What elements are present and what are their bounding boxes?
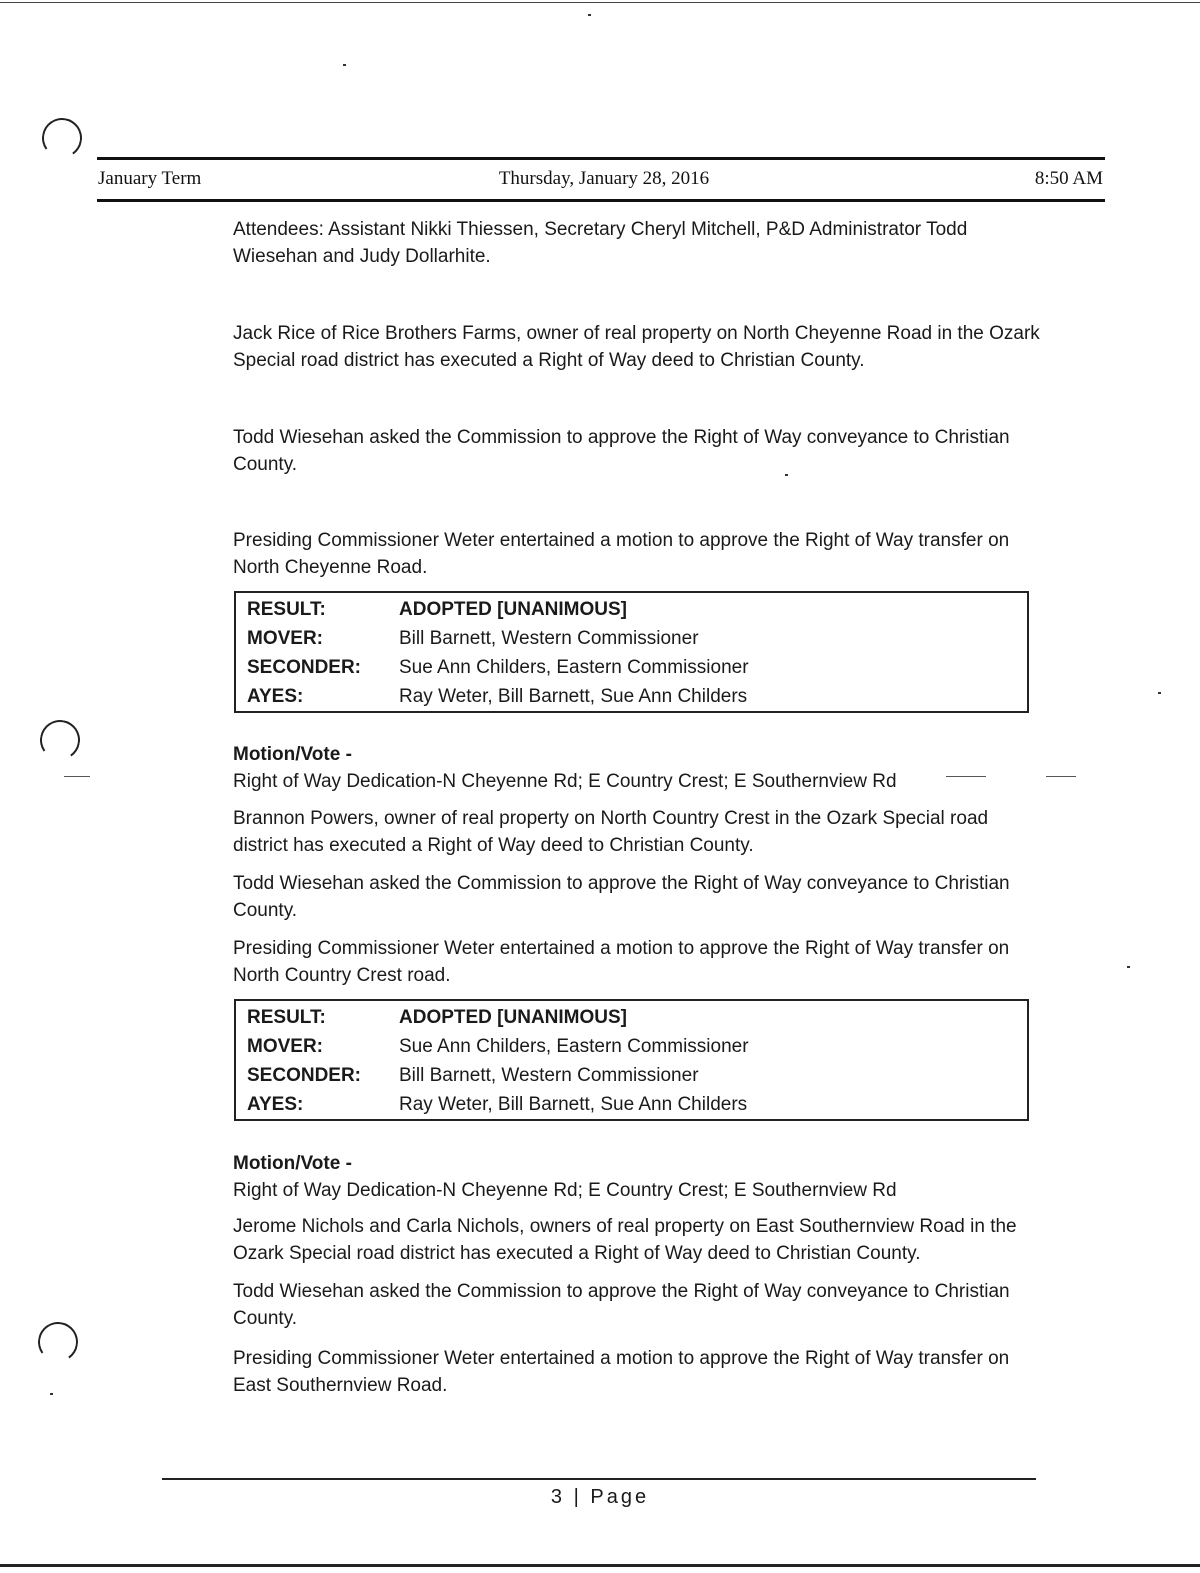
vote-row-seconder: [236, 653, 1027, 682]
header-rule-bottom: [97, 199, 1105, 202]
scan-speck: [1127, 966, 1130, 968]
vote-mover: Sue Ann Childers, Eastern Commissioner: [399, 1035, 749, 1057]
vote-row-ayes: [236, 682, 1027, 711]
item1-request-paragraph: Todd Wiesehan asked the Commission to approve the Right of Way conveyance to Christian County.: [233, 427, 1010, 475]
vote-label: RESULT:: [247, 1006, 326, 1028]
vote-label: RESULT:: [247, 598, 326, 620]
item2-request-paragraph: Todd Wiesehan asked the Commission to approve the Right of Way conveyance to Christian County.: [233, 873, 1010, 921]
punch-hole-top: [39, 115, 85, 161]
attendees-paragraph: Attendees: Assistant Nikki Thiessen, Secretary Cheryl Mitchell, P&D Administrator Todd Wiesehan and Judy Dollarhite.: [233, 219, 968, 267]
scan-top-edge: [0, 2, 1200, 3]
item3-deed-paragraph: Jerome Nichols and Carla Nichols, owners of real property on East Southernview Road in the Ozark Special road district has executed a Right of Way deed to Christian County.: [233, 1216, 1017, 1264]
vote-row-result: [236, 1003, 1027, 1032]
item2-motion-paragraph: Presiding Commissioner Weter entertained a motion to approve the Right of Way transfer on North Country Crest road.: [233, 938, 1010, 986]
scan-speck: [50, 1393, 53, 1395]
item2-deed-block: [233, 805, 1043, 859]
scan-bottom-edge: [0, 1564, 1200, 1567]
item3-heading: Motion/Vote -: [233, 1153, 352, 1174]
item3-motion-paragraph: Presiding Commissioner Weter entertained a motion to approve the Right of Way transfer on East Southernview Road.: [233, 1348, 1010, 1396]
vote-result: ADOPTED [UNANIMOUS]: [399, 598, 627, 620]
header-date: Thursday, January 28, 2016: [498, 168, 710, 189]
header-time: 8:50 AM: [1034, 168, 1103, 189]
vote-row-seconder: [236, 1061, 1027, 1090]
item3-motion-block: [233, 1345, 1043, 1399]
punch-hole-middle: [37, 717, 83, 763]
vote-label: AYES:: [247, 685, 304, 707]
scan-dash: [1046, 776, 1076, 777]
item3-request-paragraph: Todd Wiesehan asked the Commission to approve the Right of Way conveyance to Christian County.: [233, 1281, 1010, 1329]
item2-subject: Right of Way Dedication-N Cheyenne Rd; E Country Crest; E Southernview Rd: [233, 771, 897, 792]
scan-speck: [588, 14, 591, 16]
item1-motion-block: [233, 527, 1043, 581]
vote-row-ayes: [236, 1090, 1027, 1119]
item1-deed-block: [233, 320, 1043, 374]
vote-row-mover: [236, 624, 1027, 653]
vote-mover: Bill Barnett, Western Commissioner: [399, 627, 699, 649]
vote-seconder: Bill Barnett, Western Commissioner: [399, 1064, 699, 1086]
attendees-block: [233, 216, 1043, 270]
item1-deed-paragraph: Jack Rice of Rice Brothers Farms, owner of real property on North Cheyenne Road in the Ozark Special road district has executed a Right of Way deed to Christian County.: [233, 323, 1040, 371]
item2-heading: Motion/Vote -: [233, 744, 352, 765]
item1-motion-paragraph: Presiding Commissioner Weter entertained a motion to approve the Right of Way transfer on North Cheyenne Road.: [233, 530, 1010, 578]
item1-request-block: [233, 424, 1043, 478]
item2-vote-table: [234, 999, 1029, 1121]
header-rule-top: [97, 157, 1105, 160]
item2-deed-paragraph: Brannon Powers, owner of real property on North Country Crest in the Ozark Special road district has executed a Right of Way deed to Christian County.: [233, 808, 989, 856]
scan-speck: [343, 64, 346, 66]
item2-request-block: [233, 870, 1043, 924]
vote-label: SECONDER:: [247, 656, 362, 678]
header-term: January Term: [98, 168, 202, 189]
item3-subject: Right of Way Dedication-N Cheyenne Rd; E Country Crest; E Southernview Rd: [233, 1180, 897, 1201]
item1-vote-table: [234, 591, 1029, 713]
vote-row-result: [236, 595, 1027, 624]
item2-block: [233, 741, 1043, 795]
item3-block: [233, 1150, 1043, 1204]
vote-row-mover: [236, 1032, 1027, 1061]
scan-speck: [1158, 692, 1161, 694]
vote-ayes: Ray Weter, Bill Barnett, Sue Ann Childers: [399, 685, 748, 707]
vote-result: ADOPTED [UNANIMOUS]: [399, 1006, 627, 1028]
vote-label: MOVER:: [247, 1035, 323, 1057]
item3-request-block: [233, 1278, 1043, 1332]
page-number: 3 | Page: [550, 1486, 650, 1508]
vote-ayes: Ray Weter, Bill Barnett, Sue Ann Childers: [399, 1093, 748, 1115]
punch-hole-bottom: [35, 1319, 81, 1365]
footer-rule: [162, 1478, 1036, 1480]
item3-deed-block: [233, 1213, 1043, 1267]
scan-dash: [64, 776, 90, 777]
item2-motion-block: [233, 935, 1043, 989]
vote-label: SECONDER:: [247, 1064, 362, 1086]
vote-label: AYES:: [247, 1093, 304, 1115]
vote-seconder: Sue Ann Childers, Eastern Commissioner: [399, 656, 749, 678]
vote-label: MOVER:: [247, 627, 323, 649]
